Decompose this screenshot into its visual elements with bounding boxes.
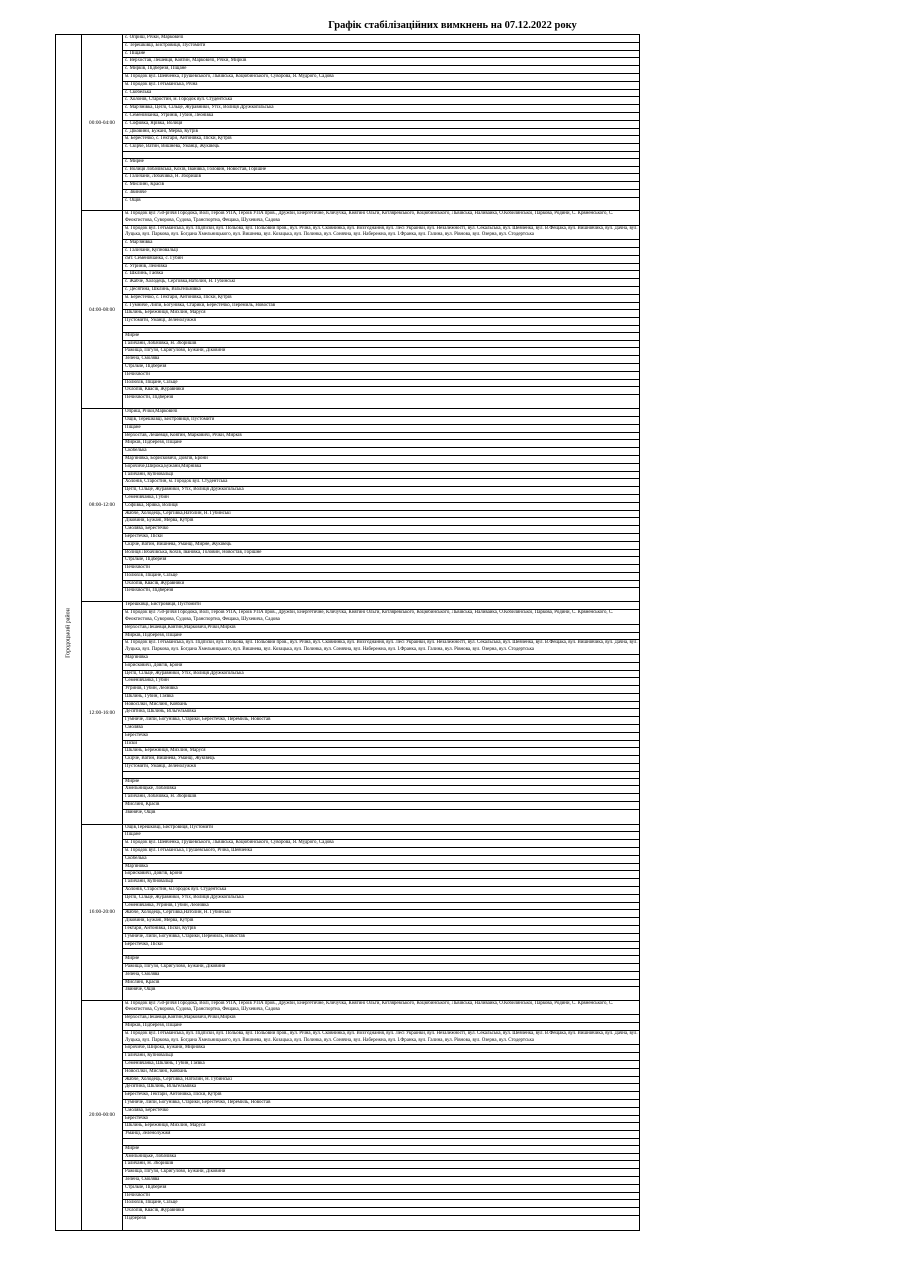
settlement-row: с. Галичани, Лобачівка, Н. Зборишів — [123, 174, 639, 182]
settlement-row: Печихвости, Підберезя — [125, 588, 174, 594]
settlement-row: Холонів, Старостин, м. Городок вул. Студентська — [123, 479, 639, 487]
settlement-row: Верхостав,Лешевця,Ковтин,Марковичі,Річки,Мирків — [123, 1015, 639, 1023]
settlement-row: Мирків, Підберезя, Піщане — [123, 440, 639, 448]
settlement-row: Скірче, Ватин, Вишнева, Уманці, Жуківець — [123, 756, 639, 764]
settlement-row: Скірче, Ватин, Вишнева, Уманці, Мирне, Жуківець — [123, 542, 639, 550]
settlement-row: Жабче, Холодець, Сергіївка, Натолин, Н. Губинські — [123, 1077, 639, 1085]
settlement-row: Шклинь, Бережниця, Михлин, Маруся — [123, 748, 639, 756]
settlement-row: Ражища, Пігузи, Скригулово, Бужани, Діковини — [123, 348, 639, 356]
settlement-row: Гумниче, Липи, Богунівка, Старики, Берестечко, Перемиль, Новостав — [123, 1100, 639, 1108]
settlement-row: Цеглі, Сільце, Журавники, Утіх, Волиця Дружкопільська — [123, 895, 639, 903]
settlement-row: Борочиче,Широка,Бужани,Мирнівка — [123, 464, 639, 472]
settlement-row: Жабче, Холодець, Сергіївка,Натолин, Н. Губинські — [123, 910, 639, 918]
settlement-row: Борочиче, Широка, Бужани, Мирнівка — [123, 1045, 639, 1053]
settlement-row: Мирків, Підберезя, Піщане — [123, 1023, 639, 1031]
settlement-row: м. Городок вул 750-річчя Городока, Волі, Героїв УПА, Героїв УПА пров., Дружби, Енергетичне, Кличучка, Княгині Ольги, Котляревського, Коцюбинського, Львівська, Наливайка, О.Кобилянської, Паркова, Родини, С. Крвненського, С. Феоктистова, Суворова, Судова, Транспортна, Фещака, Шухевича, Садова — [123, 211, 639, 226]
settlement-row: с. Мар'янівка, Цеглі, Сільце, Журавники, Утіх, Волиця Дружкопільська — [123, 105, 639, 113]
settlement-row: Галичани, Лобачівка, Н. Зборишів — [123, 794, 639, 802]
settlement-row: Софіївка, Ярівка, Волиця — [123, 503, 639, 511]
settlement-row: Смолява — [123, 725, 639, 733]
settlement-row: м. Берестечко, с. Гектари, Антонівка, Піски, Кутрів — [123, 136, 639, 144]
settlement-row — [123, 326, 639, 333]
settlement-row: Пустомити, Уманці, Зеленолужжя — [123, 764, 639, 772]
settlement-row: Стрільче, Підберезя — [123, 364, 639, 372]
settlement-row: Зелена, Смолява — [123, 356, 639, 364]
settlement-row: м. Городок вул 750-річчя Городока, Волі, Героїв УПА, Героїв УПА пров., Дружби, Енергетичне, Кличучка, Княгині Ольги, Котляревського, Коцюбинського, Львівська, Наливайка, О.Кобилянської, Паркова, Родини, С. Крвненського, С. Феоктистова, Суворова, Судова, Транспортна, Фещака, Шухевича, Садова — [123, 610, 639, 625]
settlement-row: Стрільче, Підберезя — [123, 1185, 639, 1193]
settlement-row: Угринів, Губин, Леонівка — [123, 686, 639, 694]
settlements-cell — [123, 35, 640, 211]
settlement-row: Охлопів, Квасів, Журавники — [123, 387, 639, 395]
settlement-row: Мирне — [123, 333, 639, 341]
settlement-row: м. Городок вул. Шевченка, Грушевського, Львівська, Коцюбинського, Суворова, Я. Мудрого, Садова — [123, 74, 639, 82]
settlement-row: Галичани, Лобачівка, Н. Зборишів — [123, 341, 639, 349]
settlement-row: Шклинь, Бережниця, Михлин, Маруся — [123, 1123, 639, 1131]
settlement-row: с. Мар'янівка — [123, 240, 639, 248]
settlement-row: Новосілки, Мислині, Ковбань — [123, 702, 639, 710]
schedule-table — [55, 34, 640, 1231]
settlement-row: с. Скобелька — [123, 90, 639, 98]
time-slot: 12:00-16:00 — [82, 602, 123, 824]
settlement-row: с. Гумниче, Липи, Богунівка, Старики, Берестечко, Перемиль, Новостав — [123, 303, 639, 311]
settlement-row: Печихвости — [123, 565, 639, 573]
settlement-row: Смолява, Берестечко — [123, 1108, 639, 1116]
settlement-row: Семенівчанка, Угринів, Губин, Леонівка — [123, 903, 639, 911]
settlement-row: Мар'янівка — [123, 655, 639, 663]
settlements-cell — [123, 824, 640, 1000]
settlement-row: Охлопів, Квасів, Журавники — [123, 581, 639, 589]
settlement-row: Цеглі, Сільце, Журавники, Утіх, Волиця Дружкопільська — [123, 487, 639, 495]
settlement-row: м. Городок вул 750-річчя Городока, Волі, Героїв УПА, Героїв УПА пров., Дружби, Енергетичне, Кличучка, Княгині Ольги, Котляревського, Коцюбинського, Львівська, Наливайка, О.Кобилянської, Паркова, Родини, С. Крвненського, С. Феоктистова, Суворова, Судова, Транспортна, Фещака, Шухевича, Садова — [123, 1001, 639, 1016]
settlement-row: с. Угринів, Леонівка — [123, 264, 639, 272]
settlement-row: Холонів, Старостин, м.Городок вул. Студентська — [123, 887, 639, 895]
settlement-row: Мирків, Підберезя, Піщане — [123, 633, 639, 641]
settlement-row: м. Городок вул. Гетьманська, вул. Підпіски, вул. Польова, вул. Польовий пров., вул. Річна, вул. Сковнинка, вул. Возз'єднання, вул. Лесі Українки, вул. Незалежності, вул. Секальська, вул. Шевченка, вул. В.Фещака, вул. Вишнівчика, вул. Дачна, вул. Луцька, вул. Паркова, вул. Богдана Хмельницького, вул. Вишнева, вул. Козацька, вул. Полинка, вул. Сонячна, вул. Набережна, вул. І.Франка, вул. Галина, вул. Рівнова, вул. Озерна, вул. Стодертська — [123, 1031, 639, 1046]
settlement-row: Смолява, Берестечко — [123, 526, 639, 534]
settlement-row: м. Городок вул. Гетьманська, Річна — [123, 82, 639, 90]
settlement-row: Волиця Лобачівська, Кохів, Іванівка, Головин, Новостав, Горішне — [123, 550, 639, 558]
time-slot: 00:00-04:00 — [82, 35, 123, 211]
time-block — [56, 602, 640, 824]
schedule-body — [56, 35, 640, 1231]
settlement-row: Уманці, Зеленолужжя — [123, 1131, 639, 1139]
settlement-row — [123, 1139, 639, 1146]
settlement-row: с. Звиняче — [123, 190, 639, 198]
settlement-row: Шклинь, Бережниця, Михлин, Маруся — [123, 310, 639, 318]
time-slot: 08:00-12:00 — [82, 409, 123, 602]
district-label: Городоцький район — [65, 607, 72, 658]
settlement-row: Підберезя — [125, 1215, 146, 1221]
settlement-row: с. Софіївка, Ярівка, Волиця — [123, 121, 639, 129]
settlement-row: Десятина, Шклинь, Вільгельмівка — [123, 709, 639, 717]
settlement-row: Хмельницьке, Лобачівка — [123, 786, 639, 794]
settlement-row: Печихвости — [123, 1193, 639, 1201]
settlement-row: с. Терешківці, Бистровиця, Пустомити — [123, 43, 639, 51]
time-block — [56, 1000, 640, 1230]
settlement-row: Борисковичі, Довгів, Брони — [123, 871, 639, 879]
settlement-row: Мислині, Красів — [123, 980, 639, 988]
settlement-row: Охлопів, Квасів, Журавники — [123, 1208, 639, 1216]
time-slot: 16:00-20:00 — [82, 824, 123, 1000]
settlement-row: Семенівчанка, Шклинь, Губин, Гаєвка — [123, 1061, 639, 1069]
settlements-cell — [123, 1000, 640, 1230]
time-slot: 04:00-08:00 — [82, 211, 123, 409]
settlement-row: с. Оприш, Річки, Марковичі — [123, 35, 639, 43]
settlement-row: Діковини, Бужані, Мерва, Кутрів — [123, 918, 639, 926]
time-block — [56, 211, 640, 409]
settlement-row: с. Шклинь, Гаєвка — [123, 271, 639, 279]
settlement-row: Новосілки, Мислині, Ковбань — [123, 1069, 639, 1077]
settlement-row: с. Верхостав, Лешевця, Ковтин, Марковичі, Річки, Мирків — [123, 58, 639, 66]
settlements-cell — [123, 409, 640, 602]
settlement-row: Пустомити, Уманці, Зеленолужжя — [123, 318, 639, 326]
settlement-row: Діковини, Бужані, Мерва, Кутрів — [123, 518, 639, 526]
settlement-row: Берестечко, Піски — [123, 942, 639, 950]
settlement-row: с. Скірче, Ватин, Вишнева, Уманці, Жуківець — [123, 144, 639, 152]
settlement-row: Скобелька — [123, 448, 639, 456]
settlement-row: Ражища, Пігузи, Скригулово, Бужани, Діковини — [123, 1169, 639, 1177]
settlement-row: Берестечко — [123, 733, 639, 741]
settlement-row: Галичани, Купновальці — [123, 1053, 639, 1061]
settlement-row: Десятина, Шклинь, Вільгельмівка — [123, 1084, 639, 1092]
settlement-row: Полюхів, Піщане, Сільце — [123, 1200, 639, 1208]
settlement-row: Мислині, Красів — [123, 802, 639, 810]
settlement-row: с. Піщане — [123, 51, 639, 59]
settlement-row: Цеглі, Сільце, Журавники, Утіх, Волиця Дружкопільська — [123, 671, 639, 679]
settlement-row: Гектари, Антонівка, Піски, Кутрів — [123, 926, 639, 934]
settlement-row: Берестечко, Піски — [123, 534, 639, 542]
settlement-row: Верхостав,Лешевця,Ковтин,Марковичі,Річки,Мирків — [123, 625, 639, 633]
settlement-row: Галичани, Купновальці — [123, 472, 639, 480]
settlement-row: Піщане — [123, 425, 639, 433]
settlement-row: Терешківці, Бистровиця, Пустомити — [123, 602, 639, 610]
settlement-row: с. Мирне — [123, 159, 639, 167]
settlement-row: Звиняче, Ощів — [125, 809, 156, 815]
settlements-cell — [123, 211, 640, 409]
settlement-row: Гумниче, Липи, Богунівка, Старики, Берестечко, Перемиль, Новостав — [123, 717, 639, 725]
settlement-row: с. Мислині, Красів — [123, 182, 639, 190]
time-block — [56, 35, 640, 211]
settlement-row: Ражища, Пігузи, Скригулово, Бужани, Діковини — [123, 964, 639, 972]
settlement-row: Шклинь, Губин, Гаєвка — [123, 694, 639, 702]
settlement-row: Верхостав, Лешевця, Ковтин, Марковичі, Річки, Мирків — [123, 433, 639, 441]
settlement-row: с. Галичани, Купновальці — [123, 248, 639, 256]
settlement-row: Полюхів, Піщане, Сільце — [123, 573, 639, 581]
settlement-row: Жабче, Холодець, Сергіївка,Натолин, Н. Губинські — [123, 511, 639, 519]
settlement-row: с. Жабче, Холодець, Сергіївка,Натолин, Н. Губинські — [123, 279, 639, 287]
settlement-row: Галичани, Н. Зборишів — [123, 1161, 639, 1169]
settlement-row — [123, 772, 639, 779]
settlement-row: Звиняче, Ощів — [125, 987, 156, 993]
settlement-row: Борисковичі, Довгів, Брони — [123, 663, 639, 671]
settlement-row: с. Десятина, Шклинь, Вільгельмівка — [123, 287, 639, 295]
settlement-row: Полюхів, Піщане, Сільце — [123, 380, 639, 388]
settlement-row: Печихвости — [123, 372, 639, 380]
settlement-row: с. Холонів, Старостин, м. Городок вул. Студентська — [123, 97, 639, 105]
settlement-row — [123, 949, 639, 956]
settlement-row: Берестечко — [123, 1116, 639, 1124]
settlement-row: Мирне — [123, 779, 639, 787]
settlement-row: Зелена, Смолява — [123, 1177, 639, 1185]
settlement-row: м. Берестечко, с. Гектари, Антонівка, Піски, Кутрів — [123, 295, 639, 303]
page-title: Графік стабілізаційних вимкнень на 07.12.2022 року — [328, 20, 577, 31]
settlement-row: Галичани, Купновальці — [123, 879, 639, 887]
settlement-row: Ощів,Терешківці, Бистровиця, Пустомити — [123, 825, 639, 833]
settlement-row: Скобелька — [123, 856, 639, 864]
settlement-row: Хмельницьке, Лобачівка — [123, 1154, 639, 1162]
settlement-row: с. Семенівчанка, Угринів, Губин, Леонівка — [123, 113, 639, 121]
settlement-row — [123, 152, 639, 159]
settlement-row: м. Городок вул. Шевченка, Грушевського, Львівська, Коцюбинського, Суворова, Я. Мудрого, Садова — [123, 840, 639, 848]
settlement-row: Печихвости, Підберезя — [125, 395, 174, 401]
settlement-row: смт. Семенівчанка, с. Губин — [123, 256, 639, 264]
settlement-row: с. Мирків, Підберезя, Піщане — [123, 66, 639, 74]
district-cell — [56, 35, 82, 1231]
settlement-row: Стрільче, Підберезя — [123, 557, 639, 565]
settlement-row: Семенівчанка, Губин — [123, 678, 639, 686]
settlements-cell — [123, 602, 640, 824]
settlement-row: Берестечко, Гектари, Антонівка, Піски, Кутрів — [123, 1092, 639, 1100]
settlement-row: Зелена, Смолява — [123, 972, 639, 980]
settlement-row: с. Волиця Лобачівська, Кохів, Іванівка, Головин, Новостав, Горішне — [123, 167, 639, 175]
time-block — [56, 824, 640, 1000]
settlement-row: м. Городок вул. Гетьманська, вул. Підпіски, вул. Польова, вул. Польовий пров., вул. Річна, вул. Сковнинка, вул. Возз'єднання, вул. Лесі Українки, вул. Незалежності, вул. Секальська, вул. Шевченка, вул. В.Фещака, вул. Вишнівчика, вул. Дачна, вул. Луцька, вул. Паркова, вул. Богдана Хмельницького, вул. Вишнева, вул. Козацька, вул. Полинка, вул. Сонячна, вул. Набережна, вул. І.Франка, вул. Галина, вул. Рівнова, вул. Озерна, вул. Стодертська — [123, 640, 639, 655]
settlement-row: с. Ощів — [125, 197, 141, 203]
settlement-row: Семенівчанка, Губин — [123, 495, 639, 503]
settlement-row: Мар'янівка — [123, 864, 639, 872]
settlement-row: Мирне — [123, 1146, 639, 1154]
settlement-row: с. Діковини, Бужані, Мерва, Кутрів — [123, 129, 639, 137]
settlement-row: Піщане — [123, 832, 639, 840]
settlement-row: Мар'янівка, Борисковичі, Довгів, Брони — [123, 456, 639, 464]
time-slot: 20:00-00:00 — [82, 1000, 123, 1230]
time-block — [56, 409, 640, 602]
settlement-row: м. Городок вул. Гетьманська, вул. Підпіски, вул. Польова, вул. Польовий пров., вул. Річна, вул. Сковнинка, вул. Возз'єднання, вул. Лесі Українки, вул. Незалежності, вул. Секальська, вул. Шевченка, вул. В.Фещака, вул. Вишнівчика, вул. Дачна, вул. Луцька, вул. Паркова, вул. Богдана Хмельницького, вул. Вишнева, вул. Козацька, вул. Полинка, вул. Сонячна, вул. Набережна, вул. І.Франка, вул. Галина, вул. Рівнова, вул. Озерна, вул. Стодертська — [123, 226, 639, 241]
settlement-row: Піски — [123, 741, 639, 749]
settlement-row: Оприш, Річки,Марковичі — [123, 409, 639, 417]
settlement-row: Гумниче, Липи, Богунівка, Старики, Перемиль, Новостав — [123, 934, 639, 942]
settlement-row: м. Городок вул. Гетьманська, Грушевського, Річна, Шевченка — [123, 848, 639, 856]
settlement-row: Мирне — [123, 956, 639, 964]
settlement-row: Ощів, Терешківці, Бистровиця, Пустомити — [123, 417, 639, 425]
